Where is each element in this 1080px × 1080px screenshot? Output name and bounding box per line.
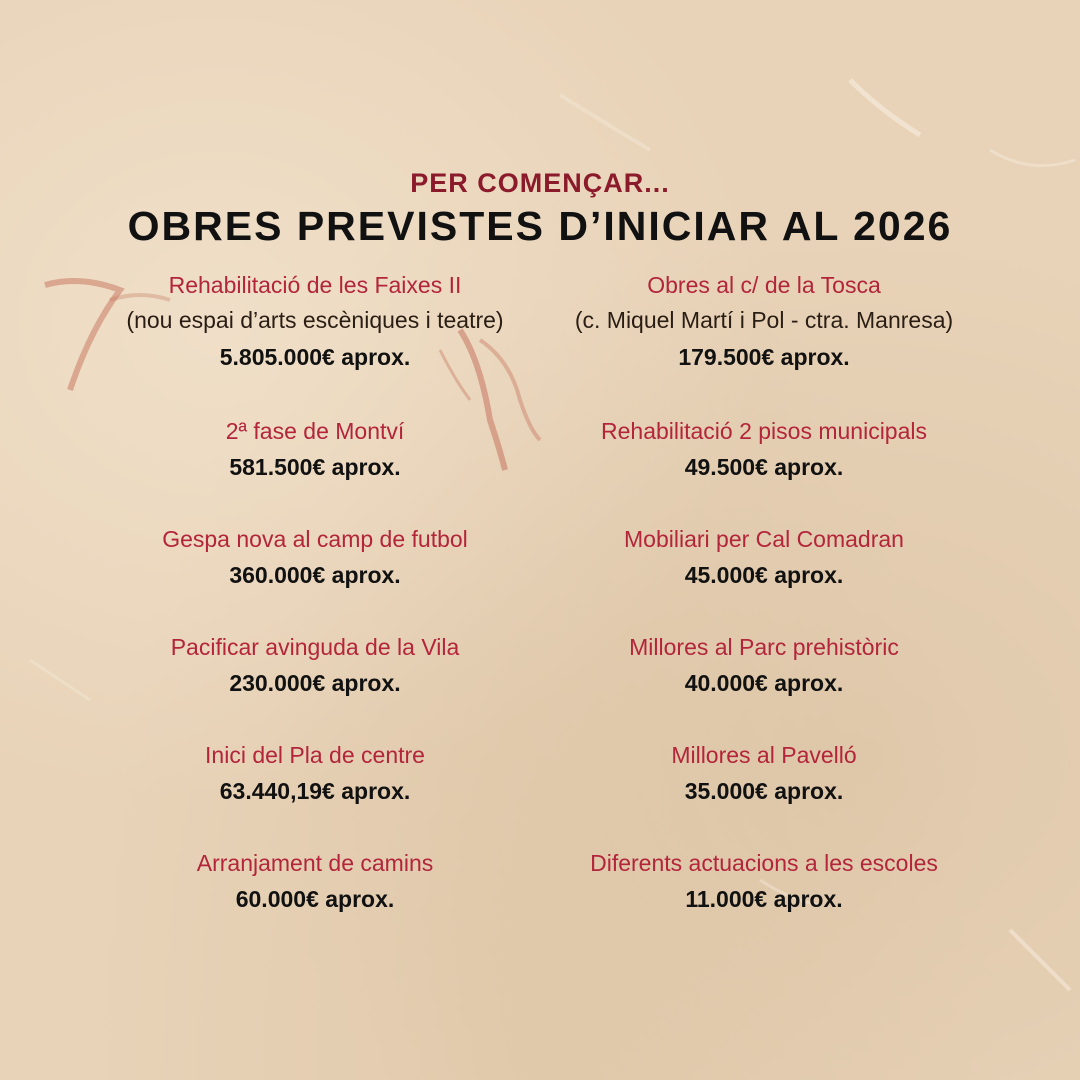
list-item xyxy=(590,846,938,954)
item-name: Mobiliari per Cal Comadran xyxy=(624,526,904,552)
item-name: Rehabilitació 2 pisos municipals xyxy=(601,418,927,444)
list-item xyxy=(624,522,904,630)
list-item xyxy=(171,630,460,738)
list-item xyxy=(601,414,927,522)
item-name: Obres al c/ de la Tosca xyxy=(647,272,881,298)
item-name: Gespa nova al camp de futbol xyxy=(162,526,468,552)
item-name: Inici del Pla de centre xyxy=(205,742,425,768)
item-amount: 45.000€ aprox. xyxy=(684,562,844,588)
item-amount: 60.000€ aprox. xyxy=(235,886,395,912)
list-item xyxy=(671,738,856,846)
kicker-heading: PER COMENÇAR... xyxy=(410,168,670,198)
item-subtitle: (c. Miquel Martí i Pol - ctra. Manresa) xyxy=(574,307,954,333)
item-amount: 230.000€ aprox. xyxy=(229,670,401,696)
page-title: OBRES PREVISTES D’INICIAR AL 2026 xyxy=(127,203,953,249)
item-name: Millores al Pavelló xyxy=(671,742,857,768)
item-amount: 11.000€ aprox. xyxy=(685,886,843,912)
item-amount: 581.500€ aprox. xyxy=(229,454,401,480)
list-item xyxy=(162,522,468,630)
item-name: Arranjament de camins xyxy=(196,850,434,876)
item-amount: 360.000€ aprox. xyxy=(229,562,401,588)
item-name: 2ª fase de Montví xyxy=(225,418,405,444)
item-amount: 40.000€ aprox. xyxy=(684,670,844,696)
item-name: Pacificar avinguda de la Vila xyxy=(170,634,460,660)
item-amount: 63.440,19€ aprox. xyxy=(219,778,411,804)
item-name: Rehabilitació de les Faixes II xyxy=(168,272,462,298)
list-item xyxy=(126,268,503,414)
list-item xyxy=(575,268,953,414)
left-column xyxy=(75,268,555,954)
item-subtitle: (nou espai d’arts escèniques i teatre) xyxy=(126,307,504,333)
item-amount: 5.805.000€ aprox. xyxy=(219,344,411,370)
list-item xyxy=(226,414,405,522)
item-amount: 35.000€ aprox. xyxy=(684,778,844,804)
item-amount: 179.500€ aprox. xyxy=(678,344,850,370)
item-name: Diferents actuacions a les escoles xyxy=(590,850,938,876)
list-item xyxy=(197,846,434,954)
list-item xyxy=(205,738,425,846)
item-name: Millores al Parc prehistòric xyxy=(629,634,899,660)
item-amount: 49.500€ aprox. xyxy=(684,454,844,480)
list-item xyxy=(629,630,899,738)
right-column xyxy=(524,268,1004,954)
